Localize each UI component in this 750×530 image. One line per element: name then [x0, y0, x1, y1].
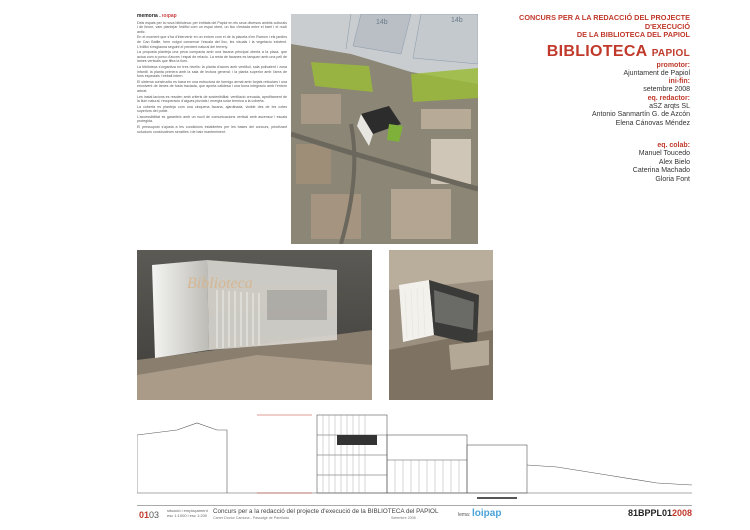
- memoria-lema: loipap: [162, 14, 177, 19]
- memoria-paragraph: El pressupost s'ajusta a les condicions establertes per les bases del concurs, prioritzant solucions constructives senzilles i de baix manteniment.: [137, 125, 287, 134]
- sheet-number-total: 03: [149, 510, 160, 520]
- competition-heading-2: DE LA BIBLIOTECA DEL PAPIOL: [576, 30, 690, 39]
- redactor-member: Elena Cánovas Méndez: [615, 119, 690, 127]
- inici-label: ini-fin:: [668, 78, 690, 85]
- aerial-map-image: [291, 14, 478, 244]
- section-drawing-svg: [137, 405, 692, 505]
- project-title-main: BIBLIOTECA: [546, 42, 647, 60]
- memoria-paragraph: Les instal.lacions es resolen amb criteris de sostenibilitat: ventilacio creuada, aprofitament de la llum natural, recuperacio d'aigues pluvials i energia solar termica a la coberta.: [137, 94, 287, 104]
- memoria-paragraph: La proposta planteja una peca compacta amb una facana principal oberta a la placa, que actua com a porxo d'acces i espai de relacio. La resta de facanes es tanquen amb una pell de lames verticals que filtra la llum.: [137, 50, 287, 64]
- promotor-value: Ajuntament de Papiol: [623, 69, 690, 77]
- footer-lema-label: lema:: [458, 512, 471, 518]
- parcel-label: 14b: [376, 19, 388, 26]
- colab-member: Caterina Machado: [632, 167, 690, 174]
- redactor-firm: aSZ arqts SL: [649, 102, 690, 110]
- aerial-site-plan: [291, 14, 478, 244]
- project-title-place: PAPIOL: [651, 47, 690, 59]
- memoria-title-label: memoria .: [137, 14, 163, 19]
- memoria-paragraph: L'accessibilitat es garanteix amb un nucli de comunicacions vertical amb ascensor i escala protegida.: [137, 114, 287, 124]
- sheet-number-current: 01: [139, 510, 150, 520]
- building-section-drawing: [137, 405, 692, 505]
- inici-value: setembre 2008: [643, 86, 690, 93]
- project-title: [485, 43, 690, 62]
- model-photo-aerial-image: [389, 250, 493, 400]
- model-photo-aerial: [389, 250, 493, 400]
- redactor-label: eq. redactor:: [647, 94, 690, 102]
- footer-lema: loipap: [472, 508, 502, 519]
- sheet-description: [167, 509, 208, 518]
- model-photo-front: [137, 250, 372, 400]
- memoria-title: [137, 14, 287, 19]
- sheet-footer: [137, 505, 692, 523]
- competition-heading: CONCURS PER A LA REDACCIÓ DEL PROJECTE D'EXECUCIÓ: [519, 13, 690, 31]
- sheet-code: [628, 508, 692, 518]
- model-photo-front-image: [137, 250, 372, 400]
- model-sign-text: Biblioteca: [187, 275, 253, 292]
- sheet-description-line: situació i emplaçament: [167, 508, 208, 513]
- sheet-code-main: 81BPPL01: [627, 508, 672, 518]
- memoria-paragraph: El sistema constructiu es basa en una estructura de formigo armat amb forjats reticulars i una envolvent de lames de fusta tractada, que aporta calidesa i una bona integracio amb l'entorn arbrat.: [137, 79, 287, 93]
- memoria-paragraph: En el moment que s'ha d'intervenir en un entorn com el de la placeta d'en Ramon i els jardins de Can Batlle, hem volgut conservar l'escala del lloc, les visuals i la vegetacio existent. L'edifici s'esglaona seguint el pendent natural del terreny.: [137, 35, 287, 49]
- project-info-panel: [485, 14, 690, 184]
- memoria-paragraph: Dels espais per la nova biblioteca: per entitats del Papiol en els seus diversos ambits culturals i de lleure, vam plantejar l'edifici com un espai obert, un lloc d'estada entre el barri i el nucli antic.: [137, 20, 287, 34]
- colab-member: Gloria Font: [655, 175, 690, 183]
- sheet-scale-line: esc 1:1000 i esc 1:200: [167, 512, 208, 518]
- footer-title: Concurs per a la redacció del projecte d'execució de la BIBLIOTECA del PAPIOL: [213, 508, 439, 515]
- colab-member: Manuel Toucedo: [638, 150, 690, 157]
- sheet-code-year: 2008: [671, 508, 692, 518]
- footer-address: Carrer Doctor Cardona - Passatge de Parellada: [213, 516, 289, 520]
- footer-date: Setembre 2008: [391, 516, 416, 520]
- colab-member: Alex Bielo: [658, 158, 690, 166]
- memoria-text: [137, 14, 287, 244]
- redactor-member: Antonio Sanmartín G. de Azcón: [591, 111, 690, 118]
- parcel-label: 14b: [451, 17, 463, 24]
- promotor-label: promotor:: [656, 61, 690, 69]
- memoria-paragraph: La coberta es planteja com una cinquena facana, ajardinada, visible des de les cotes superiors del poble.: [137, 104, 287, 114]
- sheet-number: [139, 510, 159, 520]
- memoria-paragraph: La biblioteca s'organitza en tres nivells: la planta d'acces amb vestibul, sala polivalent i zona infantil; la planta primera amb la sala de lectura general; i la planta superior amb l'area de fons especials i treball intern.: [137, 64, 287, 79]
- colab-label: eq. colab:: [657, 142, 690, 149]
